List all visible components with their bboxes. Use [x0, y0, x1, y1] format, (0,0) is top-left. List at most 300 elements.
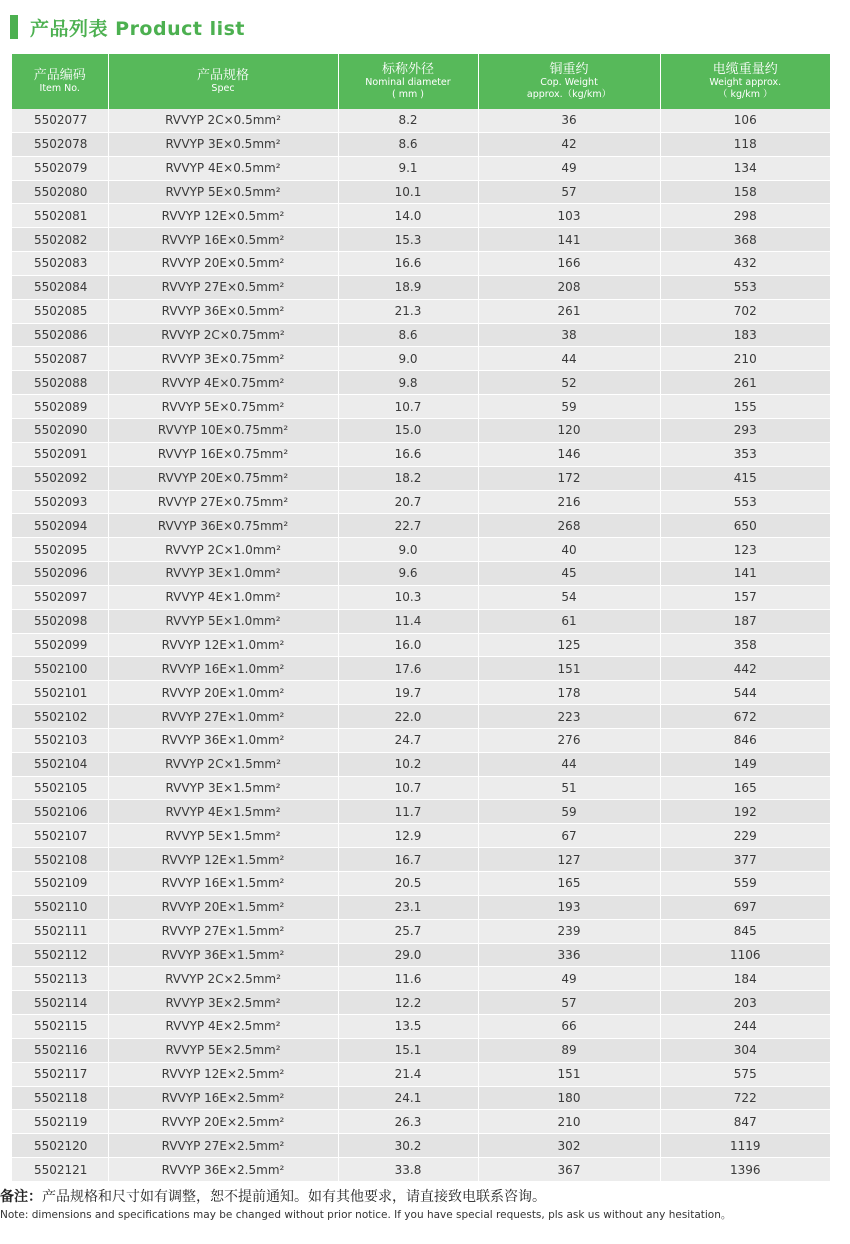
table-row: [12, 204, 830, 228]
header-copper-weight-en: Cop. Weight: [540, 77, 598, 88]
table-row: [12, 395, 830, 419]
page-title: [30, 14, 245, 41]
cell-cable-weight: 846: [660, 728, 830, 752]
cell-copper-weight: 45: [478, 562, 660, 586]
cell-copper-weight: 178: [478, 681, 660, 705]
cell-diameter: 25.7: [338, 919, 478, 943]
cell-cable-weight: 261: [660, 371, 830, 395]
cell-diameter: 16.0: [338, 633, 478, 657]
cell-copper-weight: 146: [478, 442, 660, 466]
table-row: [12, 442, 830, 466]
cell-cable-weight: 293: [660, 418, 830, 442]
cell-diameter: 14.0: [338, 204, 478, 228]
cell-item-no: 5502080: [12, 180, 108, 204]
cell-copper-weight: 239: [478, 919, 660, 943]
table-row: [12, 1134, 830, 1158]
cell-diameter: 8.2: [338, 109, 478, 132]
cell-cable-weight: 650: [660, 514, 830, 538]
cell-cable-weight: 544: [660, 681, 830, 705]
table-row: [12, 657, 830, 681]
cell-diameter: 20.7: [338, 490, 478, 514]
page-title-en: Product list: [115, 17, 245, 40]
cell-cable-weight: 158: [660, 180, 830, 204]
table-row: [12, 895, 830, 919]
cell-diameter: 16.7: [338, 848, 478, 872]
table-row: [12, 514, 830, 538]
cell-item-no: 5502086: [12, 323, 108, 347]
table-row: [12, 490, 830, 514]
footnote-en: Note: dimensions and specifications may be changed without prior notice. If you have special requests, pls ask us without any hesitation。: [0, 1209, 732, 1221]
table-row: [12, 252, 830, 276]
cell-copper-weight: 367: [478, 1158, 660, 1182]
cell-copper-weight: 66: [478, 1015, 660, 1039]
cell-item-no: 5502112: [12, 943, 108, 967]
cell-item-no: 5502121: [12, 1158, 108, 1182]
cell-copper-weight: 180: [478, 1086, 660, 1110]
cell-spec: RVVYP 20E×1.5mm²: [108, 895, 338, 919]
cell-item-no: 5502099: [12, 633, 108, 657]
cell-item-no: 5502088: [12, 371, 108, 395]
header-item-no-en: Item No.: [39, 83, 80, 94]
cell-item-no: 5502091: [12, 442, 108, 466]
cell-cable-weight: 134: [660, 156, 830, 180]
cell-copper-weight: 103: [478, 204, 660, 228]
cell-diameter: 21.3: [338, 299, 478, 323]
cell-cable-weight: 184: [660, 967, 830, 991]
header-row: [12, 54, 830, 109]
cell-copper-weight: 42: [478, 132, 660, 156]
cell-item-no: 5502098: [12, 609, 108, 633]
header-copper-weight-unit: approx.（kg/km）: [526, 89, 612, 100]
cell-copper-weight: 151: [478, 657, 660, 681]
cell-cable-weight: 183: [660, 323, 830, 347]
cell-cable-weight: 845: [660, 919, 830, 943]
cell-cable-weight: 157: [660, 585, 830, 609]
table-header: [12, 54, 830, 109]
cell-diameter: 11.4: [338, 609, 478, 633]
cell-spec: RVVYP 12E×2.5mm²: [108, 1062, 338, 1086]
cell-spec: RVVYP 16E×0.5mm²: [108, 228, 338, 252]
cell-copper-weight: 40: [478, 538, 660, 562]
cell-spec: RVVYP 36E×1.0mm²: [108, 728, 338, 752]
cell-spec: RVVYP 12E×0.5mm²: [108, 204, 338, 228]
cell-spec: RVVYP 27E×0.75mm²: [108, 490, 338, 514]
cell-spec: RVVYP 4E×0.75mm²: [108, 371, 338, 395]
table-row: [12, 371, 830, 395]
cell-cable-weight: 118: [660, 132, 830, 156]
cell-copper-weight: 49: [478, 156, 660, 180]
cell-spec: RVVYP 3E×0.75mm²: [108, 347, 338, 371]
cell-diameter: 9.0: [338, 347, 478, 371]
cell-diameter: 21.4: [338, 1062, 478, 1086]
cell-cable-weight: 165: [660, 776, 830, 800]
cell-spec: RVVYP 27E×2.5mm²: [108, 1134, 338, 1158]
footnote-cn: [0, 1187, 850, 1207]
cell-cable-weight: 553: [660, 275, 830, 299]
cell-spec: RVVYP 16E×2.5mm²: [108, 1086, 338, 1110]
cell-copper-weight: 38: [478, 323, 660, 347]
cell-cable-weight: 847: [660, 1110, 830, 1134]
cell-spec: RVVYP 5E×1.5mm²: [108, 824, 338, 848]
cell-copper-weight: 54: [478, 585, 660, 609]
table-row: [12, 347, 830, 371]
cell-spec: RVVYP 3E×2.5mm²: [108, 991, 338, 1015]
table-row: [12, 872, 830, 896]
cell-copper-weight: 59: [478, 395, 660, 419]
cell-diameter: 15.1: [338, 1038, 478, 1062]
cell-spec: RVVYP 5E×2.5mm²: [108, 1038, 338, 1062]
cell-spec: RVVYP 4E×0.5mm²: [108, 156, 338, 180]
cell-spec: RVVYP 4E×2.5mm²: [108, 1015, 338, 1039]
table-row: [12, 848, 830, 872]
cell-diameter: 10.2: [338, 752, 478, 776]
cell-copper-weight: 172: [478, 466, 660, 490]
header-diameter: [338, 54, 478, 109]
cell-diameter: 29.0: [338, 943, 478, 967]
cell-cable-weight: 1106: [660, 943, 830, 967]
cell-diameter: 23.1: [338, 895, 478, 919]
cell-spec: RVVYP 12E×1.5mm²: [108, 848, 338, 872]
table-row: [12, 1158, 830, 1182]
cell-item-no: 5502101: [12, 681, 108, 705]
cell-cable-weight: 149: [660, 752, 830, 776]
cell-cable-weight: 1396: [660, 1158, 830, 1182]
cell-diameter: 12.2: [338, 991, 478, 1015]
cell-spec: RVVYP 4E×1.5mm²: [108, 800, 338, 824]
header-diameter-cn: 标称外径: [381, 62, 434, 77]
cell-copper-weight: 57: [478, 991, 660, 1015]
cell-cable-weight: 722: [660, 1086, 830, 1110]
header-cable-weight: [660, 54, 830, 109]
table-row: [12, 323, 830, 347]
cell-cable-weight: 244: [660, 1015, 830, 1039]
cell-item-no: 5502100: [12, 657, 108, 681]
table-row: [12, 562, 830, 586]
cell-diameter: 16.6: [338, 442, 478, 466]
table-row: [12, 1015, 830, 1039]
cell-spec: RVVYP 27E×1.0mm²: [108, 705, 338, 729]
header-diameter-en: Nominal diameter: [365, 77, 451, 88]
cell-diameter: 9.1: [338, 156, 478, 180]
cell-diameter: 9.6: [338, 562, 478, 586]
table-row: [12, 156, 830, 180]
cell-cable-weight: 203: [660, 991, 830, 1015]
cell-spec: RVVYP 16E×1.0mm²: [108, 657, 338, 681]
cell-copper-weight: 120: [478, 418, 660, 442]
cell-diameter: 15.3: [338, 228, 478, 252]
cell-cable-weight: 187: [660, 609, 830, 633]
cell-item-no: 5502110: [12, 895, 108, 919]
table-row: [12, 1086, 830, 1110]
cell-diameter: 11.7: [338, 800, 478, 824]
header-spec: [108, 54, 338, 109]
cell-copper-weight: 276: [478, 728, 660, 752]
cell-cable-weight: 432: [660, 252, 830, 276]
cell-cable-weight: 368: [660, 228, 830, 252]
cell-diameter: 10.1: [338, 180, 478, 204]
cell-item-no: 5502079: [12, 156, 108, 180]
header-spec-en: Spec: [211, 83, 235, 94]
cell-spec: RVVYP 5E×0.5mm²: [108, 180, 338, 204]
cell-item-no: 5502108: [12, 848, 108, 872]
cell-item-no: 5502115: [12, 1015, 108, 1039]
table-body: [12, 109, 830, 1181]
cell-diameter: 18.2: [338, 466, 478, 490]
cell-cable-weight: 141: [660, 562, 830, 586]
cell-item-no: 5502085: [12, 299, 108, 323]
cell-copper-weight: 223: [478, 705, 660, 729]
cell-item-no: 5502116: [12, 1038, 108, 1062]
table-row: [12, 109, 830, 132]
cell-diameter: 10.7: [338, 395, 478, 419]
cell-spec: RVVYP 20E×0.5mm²: [108, 252, 338, 276]
cell-spec: RVVYP 36E×0.5mm²: [108, 299, 338, 323]
cell-spec: RVVYP 27E×0.5mm²: [108, 275, 338, 299]
cell-spec: RVVYP 2C×1.5mm²: [108, 752, 338, 776]
header-diameter-unit: ( mm ): [392, 89, 424, 100]
header-cable-weight-en: Weight approx.: [709, 77, 782, 88]
cell-copper-weight: 61: [478, 609, 660, 633]
cell-item-no: 5502117: [12, 1062, 108, 1086]
table-row: [12, 728, 830, 752]
cell-diameter: 9.0: [338, 538, 478, 562]
footnote: [0, 1187, 850, 1223]
cell-cable-weight: 702: [660, 299, 830, 323]
footnote-label: 备注：: [0, 1189, 42, 1205]
cell-item-no: 5502107: [12, 824, 108, 848]
cell-copper-weight: 36: [478, 109, 660, 132]
table-row: [12, 132, 830, 156]
cell-spec: RVVYP 2C×0.75mm²: [108, 323, 338, 347]
header-cable-weight-unit: （ kg/km ）: [717, 89, 773, 100]
header-item-no-cn: 产品编码: [33, 68, 86, 83]
cell-diameter: 12.9: [338, 824, 478, 848]
cell-item-no: 5502094: [12, 514, 108, 538]
cell-item-no: 5502113: [12, 967, 108, 991]
cell-spec: RVVYP 3E×0.5mm²: [108, 132, 338, 156]
table-row: [12, 633, 830, 657]
cell-cable-weight: 192: [660, 800, 830, 824]
table-row: [12, 275, 830, 299]
cell-copper-weight: 166: [478, 252, 660, 276]
cell-copper-weight: 127: [478, 848, 660, 872]
table-row: [12, 681, 830, 705]
cell-diameter: 18.9: [338, 275, 478, 299]
cell-copper-weight: 67: [478, 824, 660, 848]
cell-copper-weight: 302: [478, 1134, 660, 1158]
cell-item-no: 5502118: [12, 1086, 108, 1110]
cell-spec: RVVYP 5E×1.0mm²: [108, 609, 338, 633]
table-row: [12, 538, 830, 562]
table-row: [12, 776, 830, 800]
footnote-cn-text: 产品规格和尺寸如有调整，恕不提前通知。如有其他要求，请直接致电联系咨询。: [42, 1189, 546, 1205]
cell-copper-weight: 261: [478, 299, 660, 323]
cell-item-no: 5502096: [12, 562, 108, 586]
cell-item-no: 5502106: [12, 800, 108, 824]
table-row: [12, 824, 830, 848]
cell-copper-weight: 193: [478, 895, 660, 919]
product-table-container: [12, 54, 830, 1182]
cell-spec: RVVYP 3E×1.5mm²: [108, 776, 338, 800]
cell-cable-weight: 229: [660, 824, 830, 848]
table-row: [12, 228, 830, 252]
cell-copper-weight: 44: [478, 347, 660, 371]
cell-spec: RVVYP 16E×1.5mm²: [108, 872, 338, 896]
table-row: [12, 1062, 830, 1086]
cell-cable-weight: 304: [660, 1038, 830, 1062]
cell-item-no: 5502089: [12, 395, 108, 419]
cell-diameter: 33.8: [338, 1158, 478, 1182]
cell-cable-weight: 155: [660, 395, 830, 419]
table-row: [12, 609, 830, 633]
cell-item-no: 5502077: [12, 109, 108, 132]
cell-spec: RVVYP 2C×0.5mm²: [108, 109, 338, 132]
cell-copper-weight: 59: [478, 800, 660, 824]
cell-item-no: 5502103: [12, 728, 108, 752]
table-row: [12, 1038, 830, 1062]
table-row: [12, 299, 830, 323]
cell-cable-weight: 210: [660, 347, 830, 371]
cell-cable-weight: 298: [660, 204, 830, 228]
cell-spec: RVVYP 2C×1.0mm²: [108, 538, 338, 562]
cell-item-no: 5502093: [12, 490, 108, 514]
cell-item-no: 5502114: [12, 991, 108, 1015]
cell-item-no: 5502083: [12, 252, 108, 276]
cell-diameter: 24.7: [338, 728, 478, 752]
table-row: [12, 180, 830, 204]
cell-copper-weight: 125: [478, 633, 660, 657]
cell-spec: RVVYP 36E×2.5mm²: [108, 1158, 338, 1182]
cell-item-no: 5502111: [12, 919, 108, 943]
cell-item-no: 5502102: [12, 705, 108, 729]
cell-item-no: 5502082: [12, 228, 108, 252]
cell-spec: RVVYP 20E×2.5mm²: [108, 1110, 338, 1134]
table-row: [12, 466, 830, 490]
cell-copper-weight: 44: [478, 752, 660, 776]
cell-diameter: 26.3: [338, 1110, 478, 1134]
cell-cable-weight: 553: [660, 490, 830, 514]
cell-copper-weight: 151: [478, 1062, 660, 1086]
cell-spec: RVVYP 36E×1.5mm²: [108, 943, 338, 967]
cell-diameter: 13.5: [338, 1015, 478, 1039]
cell-spec: RVVYP 2C×2.5mm²: [108, 967, 338, 991]
table-row: [12, 752, 830, 776]
header-copper-weight: [478, 54, 660, 109]
cell-spec: RVVYP 16E×0.75mm²: [108, 442, 338, 466]
cell-diameter: 15.0: [338, 418, 478, 442]
table-row: [12, 1110, 830, 1134]
table-row: [12, 800, 830, 824]
cell-copper-weight: 52: [478, 371, 660, 395]
cell-spec: RVVYP 20E×0.75mm²: [108, 466, 338, 490]
header-cable-weight-cn: 电缆重量约: [712, 62, 778, 77]
cell-item-no: 5502081: [12, 204, 108, 228]
cell-cable-weight: 415: [660, 466, 830, 490]
cell-diameter: 16.6: [338, 252, 478, 276]
cell-item-no: 5502095: [12, 538, 108, 562]
cell-cable-weight: 1119: [660, 1134, 830, 1158]
cell-copper-weight: 89: [478, 1038, 660, 1062]
cell-item-no: 5502104: [12, 752, 108, 776]
cell-cable-weight: 697: [660, 895, 830, 919]
cell-diameter: 11.6: [338, 967, 478, 991]
cell-copper-weight: 216: [478, 490, 660, 514]
cell-diameter: 8.6: [338, 323, 478, 347]
page-header: [10, 14, 245, 40]
cell-copper-weight: 210: [478, 1110, 660, 1134]
cell-item-no: 5502119: [12, 1110, 108, 1134]
cell-diameter: 22.0: [338, 705, 478, 729]
cell-spec: RVVYP 3E×1.0mm²: [108, 562, 338, 586]
cell-spec: RVVYP 27E×1.5mm²: [108, 919, 338, 943]
cell-cable-weight: 106: [660, 109, 830, 132]
table-row: [12, 418, 830, 442]
cell-diameter: 17.6: [338, 657, 478, 681]
product-table: [12, 54, 830, 1182]
cell-diameter: 22.7: [338, 514, 478, 538]
cell-spec: RVVYP 20E×1.0mm²: [108, 681, 338, 705]
cell-item-no: 5502109: [12, 872, 108, 896]
cell-copper-weight: 57: [478, 180, 660, 204]
cell-copper-weight: 141: [478, 228, 660, 252]
cell-cable-weight: 353: [660, 442, 830, 466]
cell-spec: RVVYP 36E×0.75mm²: [108, 514, 338, 538]
table-row: [12, 919, 830, 943]
cell-copper-weight: 51: [478, 776, 660, 800]
cell-copper-weight: 208: [478, 275, 660, 299]
cell-cable-weight: 358: [660, 633, 830, 657]
cell-item-no: 5502084: [12, 275, 108, 299]
table-row: [12, 943, 830, 967]
cell-cable-weight: 123: [660, 538, 830, 562]
cell-diameter: 9.8: [338, 371, 478, 395]
cell-diameter: 30.2: [338, 1134, 478, 1158]
header-spec-cn: 产品规格: [196, 68, 249, 83]
cell-item-no: 5502087: [12, 347, 108, 371]
cell-spec: RVVYP 4E×1.0mm²: [108, 585, 338, 609]
cell-diameter: 20.5: [338, 872, 478, 896]
title-marker-bar: [10, 15, 18, 39]
cell-diameter: 24.1: [338, 1086, 478, 1110]
cell-cable-weight: 442: [660, 657, 830, 681]
cell-spec: RVVYP 12E×1.0mm²: [108, 633, 338, 657]
cell-cable-weight: 377: [660, 848, 830, 872]
cell-diameter: 10.3: [338, 585, 478, 609]
cell-item-no: 5502097: [12, 585, 108, 609]
cell-cable-weight: 575: [660, 1062, 830, 1086]
table-row: [12, 967, 830, 991]
cell-copper-weight: 336: [478, 943, 660, 967]
cell-diameter: 19.7: [338, 681, 478, 705]
cell-copper-weight: 49: [478, 967, 660, 991]
header-item-no: [12, 54, 108, 109]
cell-item-no: 5502090: [12, 418, 108, 442]
table-row: [12, 705, 830, 729]
header-copper-weight-cn: 铜重约: [549, 62, 589, 77]
cell-spec: RVVYP 5E×0.75mm²: [108, 395, 338, 419]
cell-cable-weight: 672: [660, 705, 830, 729]
cell-item-no: 5502105: [12, 776, 108, 800]
cell-item-no: 5502092: [12, 466, 108, 490]
page-title-cn: 产品列表: [30, 17, 109, 40]
cell-copper-weight: 268: [478, 514, 660, 538]
table-row: [12, 991, 830, 1015]
cell-diameter: 8.6: [338, 132, 478, 156]
table-row: [12, 585, 830, 609]
cell-copper-weight: 165: [478, 872, 660, 896]
cell-diameter: 10.7: [338, 776, 478, 800]
cell-cable-weight: 559: [660, 872, 830, 896]
